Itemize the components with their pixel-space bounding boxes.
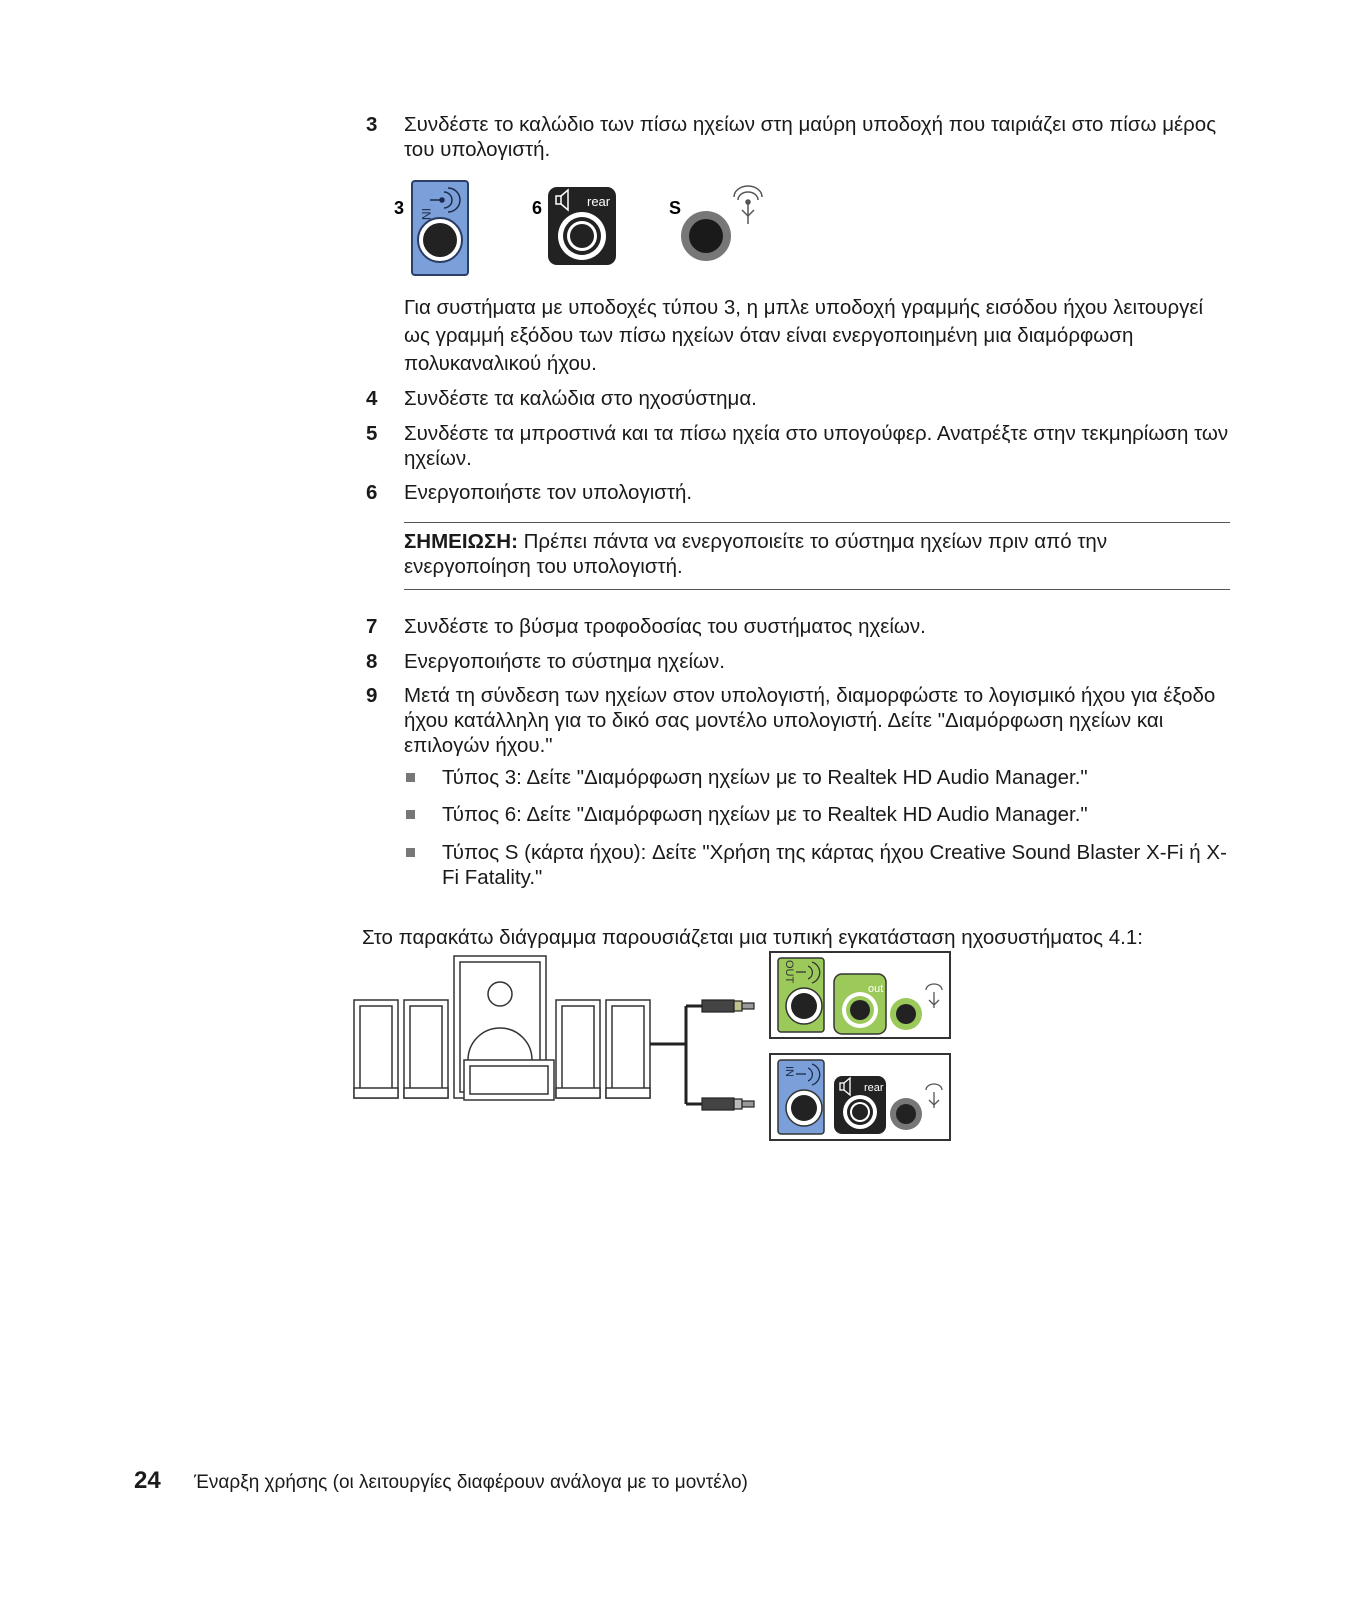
step-text: Ενεργοποιήστε τον υπολογιστή. bbox=[404, 481, 693, 504]
blue-jack-hole bbox=[791, 1095, 817, 1121]
green-s-jack-hole bbox=[896, 1004, 916, 1024]
type3-explanation: Για συστήματα με υποδοχές τύπου 3, η μπλε υποδοχή γραμμής εισόδου ήχου λειτουργεί ως γραμμή εξόδου των πίσω ηχείων όταν είναι ενεργοποιημένη μια διαμόρφωση πολυκαναλικού ήχου. bbox=[404, 296, 1204, 375]
step-7 bbox=[366, 614, 1246, 639]
footer-title: Έναρξη χρήσης (οι λειτουργίες διαφέρουν ανάλογα με το μοντέλο) bbox=[194, 1472, 748, 1493]
bullet-item bbox=[404, 840, 1234, 890]
bullet-item bbox=[404, 765, 1234, 790]
step-number: 7 bbox=[366, 615, 378, 638]
speaker-system-diagram bbox=[350, 950, 960, 1150]
rear-label: rear bbox=[864, 1082, 884, 1094]
step-number: 4 bbox=[366, 387, 378, 410]
bullet-text: Τύπος S (κάρτα ήχου): Δείτε "Χρήση της κάρτας ήχου Creative Sound Blaster X-Fi ή X-Fi Fatality." bbox=[442, 841, 1227, 889]
bullet-text: Τύπος 3: Δείτε "Διαμόρφωση ηχείων με το Realtek HD Audio Manager." bbox=[442, 766, 1088, 789]
step-text: Ενεργοποιήστε το σύστημα ηχείων. bbox=[404, 650, 725, 673]
jack-label-3: 3 bbox=[394, 198, 405, 218]
step-text: Συνδέστε το καλώδιο των πίσω ηχείων στη μαύρη υποδοχή που ταιριάζει στο πίσω μέρος του υπολογιστή. bbox=[404, 113, 1217, 161]
jack-types-figure bbox=[380, 178, 780, 282]
plug-top bbox=[702, 1000, 754, 1012]
green-jack-hole bbox=[791, 993, 817, 1019]
jack-label-s: S bbox=[669, 198, 682, 218]
step-5 bbox=[366, 421, 1246, 471]
diagram-intro: Στο παρακάτω διάγραμμα παρουσιάζεται μια τυπική εγκατάσταση ηχοσυστήματος 4.1: bbox=[362, 926, 1143, 949]
page-number: 24 bbox=[134, 1467, 161, 1494]
bullet-text: Τύπος 6: Δείτε "Διαμόρφωση ηχείων με το Realtek HD Audio Manager." bbox=[442, 803, 1088, 826]
center-speaker bbox=[464, 1060, 554, 1100]
jack-label-6: 6 bbox=[532, 198, 543, 218]
left-speakers bbox=[354, 1000, 448, 1098]
blue-jack-hole bbox=[423, 223, 457, 257]
step-text: Συνδέστε το βύσμα τροφοδοσίας του συστήματος ηχείων. bbox=[404, 615, 926, 638]
bullet-item bbox=[404, 802, 1234, 827]
gray-s-jack-hole bbox=[896, 1104, 916, 1124]
note-box bbox=[404, 522, 1230, 590]
s-jack-hole bbox=[689, 219, 723, 253]
rear-label: rear bbox=[587, 194, 611, 209]
step-9 bbox=[366, 683, 1246, 758]
digital-audio-icon bbox=[734, 186, 762, 224]
bullet-square bbox=[406, 773, 415, 782]
step-6 bbox=[366, 480, 1246, 505]
in-label: IN bbox=[783, 1066, 795, 1077]
right-speakers bbox=[556, 1000, 650, 1098]
rear-jack-hole bbox=[570, 224, 594, 248]
out-label: OUT bbox=[783, 960, 795, 984]
in-label: IN bbox=[419, 208, 433, 220]
front-out-jack-hole bbox=[850, 1000, 870, 1020]
bullet-square bbox=[406, 848, 415, 857]
step-4 bbox=[366, 386, 1246, 411]
step-number: 9 bbox=[366, 684, 378, 707]
step-number: 5 bbox=[366, 422, 378, 445]
out-lower-label: out bbox=[868, 983, 884, 995]
step-text: Συνδέστε τα μπροστινά και τα πίσω ηχεία στο υπογούφερ. Ανατρέξτε στην τεκμηρίωση των ηχείων. bbox=[404, 422, 1229, 470]
rear-jack-hole bbox=[852, 1104, 868, 1120]
step-number: 8 bbox=[366, 650, 378, 673]
note-label: ΣΗΜΕΙΩΣΗ: bbox=[404, 530, 518, 553]
step-text: Μετά τη σύνδεση των ηχείων στον υπολογιστή, διαμορφώστε το λογισμικό ήχου για έξοδο ήχου κατάλληλη για το δικό σας μοντέλο υπολογιστή. Δείτε "Διαμόρφωση ηχείων και επιλογών ήχου." bbox=[404, 684, 1216, 757]
bullet-square bbox=[406, 810, 415, 819]
step-number: 6 bbox=[366, 481, 378, 504]
step-number: 3 bbox=[366, 113, 378, 136]
note-text: Πρέπει πάντα να ενεργοποιείτε το σύστημα ηχείων πριν από την ενεργοποίηση του υπολογιστή. bbox=[404, 530, 1108, 578]
step-3 bbox=[366, 112, 1246, 162]
step-text: Συνδέστε τα καλώδια στο ηχοσύστημα. bbox=[404, 387, 757, 410]
step-8 bbox=[366, 649, 1246, 674]
plug-bottom bbox=[702, 1098, 754, 1110]
audio-cables bbox=[650, 1006, 702, 1104]
